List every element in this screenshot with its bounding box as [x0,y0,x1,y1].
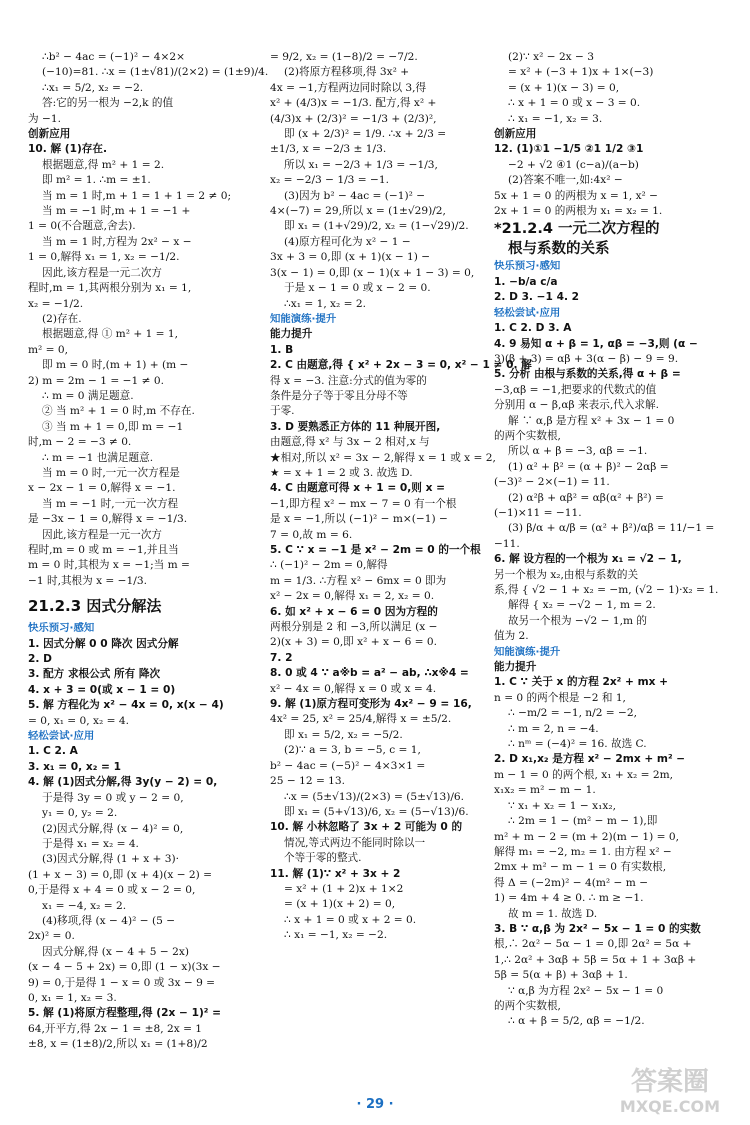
text-line: 所以 α + β = −3, αβ = −1. [508,445,648,458]
text-line: 根,∴ 2α² − 5α − 1 = 0,即 2α² = 5α + [494,938,692,951]
text-line: 3. 配方 求根公式 所有 降次 [28,668,161,681]
text-line: 当 m = 1 时,m + 1 = 1 + 1 = 2 ≠ 0; [42,189,232,202]
text-line: 解得 { x₂ = −√2 − 1, m = 2. [508,599,656,612]
text-line: 8. 0 或 4 ∵ a※b = a² − ab, ∴x※4 = [270,667,469,680]
text-line: m² = 0, [28,343,69,356]
text-line: 3. x₁ = 0, x₂ = 1 [28,760,121,773]
text-line: 3)(β + 3) = αβ + 3(α − β) − 9 = 9. [494,352,679,365]
text-line: ③ 当 m + 1 = 0,即 m = −1 [42,420,184,433]
text-line: 于零. [270,405,295,418]
text-line: 当 m = 1 时,方程为 2x² − x − [42,235,192,248]
text-line: x − 2x − 1 = 0,解得 x = −1. [28,482,176,495]
text-line: 知能演练·提升 [494,645,561,658]
text-line: 9. 解 (1)原方程可变形为 4x² − 9 = 16, [270,698,472,711]
text-line: x₂ = −2/3 − 1/3 = −1. [270,174,390,187]
text-line: −3,αβ = −1,把要求的代数式的值 [494,383,657,396]
text-line: ② 当 m² + 1 = 0 时,m 不存在. [42,405,195,418]
text-line: 5. 分析 由根与系数的关系,得 α + β = [494,368,681,381]
text-line: 4. 9 易知 α + β = 1, αβ = −3,则 (α − [494,337,698,350]
text-line: (4)移项,得 (x − 4)² − (5 − [42,914,176,927]
text-line: 为 −1. [28,112,61,125]
text-line: ∴ x₁ = −1, x₂ = 3. [508,112,603,125]
text-line: 分别用 α − β,αβ 来表示,代入求解. [494,399,659,412]
text-line: 两根分别是 2 和 −3,所以满足 (x − [270,621,438,634]
text-line: 另一个根为 x₂,由根与系数的关 [494,568,639,581]
text-line: 2) m = 2m − 1 = −1 ≠ 0. [28,374,164,387]
text-line: ★相对,所以 x² = 3x − 2,解得 x = 1 或 x = 2, [270,451,496,464]
text-line: 1. C 2. D 3. A [494,322,572,335]
text-line: ∴b² − 4ac = (−1)² − 4×2× [42,51,185,63]
text-line: 12. (1)①1 −1/5 ②1 1/2 ③1 [494,143,644,156]
text-line: = (x + 1)(x + 2) = 0, [284,898,396,911]
text-line: 因此,该方程是一元一次方 [42,528,162,541]
text-line: 个等于零的整式. [284,852,362,865]
text-line: n = 0 的两个根是 −2 和 1, [494,691,626,704]
text-line: 3. B ∵ α,β 为 2x² − 5x − 1 = 0 的实数 [494,922,701,935]
text-line: 2mx + m² − m − 1 = 0 有实数根, [494,861,667,874]
text-line: (−1)×11 = −11. [494,506,582,519]
text-line: ∴x₁ = 5/2, x₂ = −2. [42,81,144,94]
text-line: 1 = 0(不合题意,舍去). [28,220,136,233]
text-line: ∴x = (5±√13)/(2×3) = (5±√13)/6. [284,790,465,803]
text-line: 轻松尝试·应用 [28,730,95,743]
text-line: ∴x₁ = 1, x₂ = 2. [284,297,366,310]
text-line: 2x + 1 = 0 的两根为 x₁ = x₂ = 1. [494,205,663,218]
text-line: m = 0 时,其根为 x = −1;当 m = [28,559,190,572]
text-line: 即 x₁ = (5+√13)/6, x₂ = (5−√13)/6. [284,805,469,818]
text-line: 1. 因式分解 0 0 降次 因式分解 [28,637,179,650]
column-right [494,50,730,1030]
text-line: 程时,m = 0 或 m = −1,并且当 [28,544,179,556]
text-line: 1) = 4m + 4 ≥ 0. ∴ m ≥ −1. [494,892,644,905]
text-line: 于是 x − 1 = 0 或 x − 2 = 0. [284,282,431,295]
text-line: (2) α²β + αβ² = αβ(α² + β²) = [508,491,664,504]
text-line: 6. 如 x² + x − 6 = 0 因为方程的 [270,605,438,618]
text-line: 创新应用 [494,128,537,141]
text-line: 于是得 x₁ = x₂ = 4. [42,837,139,850]
text-line: 条件是分子等于零且分母不等 [270,389,408,402]
text-line: 的两个实数根, [494,999,561,1012]
text-line: 程时,m = 1,其两根分别为 x₁ = 1, [28,282,192,295]
text-line: 3(x − 1) = 0,即 (x − 1)(x + 1 − 3) = 0, [270,266,475,279]
text-line: ∵ α,β 为方程 2x² − 5x − 1 = 0 [508,984,664,997]
text-line: 即 (x + 2/3)² = 1/9. ∴x + 2/3 = [284,128,447,141]
text-line: x² + (4/3)x = −1/3. 配方,得 x² + [270,97,437,110]
text-line: (3)因为 b² − 4ac = (−1)² − [284,189,426,202]
text-line: 0, x₁ = 1, x₂ = 3. [28,991,117,1004]
text-line: 时,m − 2 = −3 ≠ 0. [28,436,132,449]
text-line: 10. 解 小林忽略了 3x + 2 可能为 0 的 [270,821,463,834]
text-line: 所以 x₁ = −2/3 + 1/3 = −1/3, [284,158,438,171]
text-line: 5x + 1 = 0 的两根为 x = 1, x² − [494,189,659,202]
text-line: m − 1 = 0 的两个根, x₁ + x₂ = 2m, [494,768,674,781]
text-line: (2)将原方程移项,得 3x² + [284,66,410,79]
text-line: 2. D 3. −1 4. 2 [494,291,580,304]
text-line: 快乐预习·感知 [28,622,95,635]
text-line: 故另一个根为 −√2 − 1,m 的 [508,614,648,627]
text-line: (1) α² + β² = (α + β)² − 2αβ = [508,460,669,473]
text-line: 能力提升 [270,328,313,341]
text-line: 答:它的另一根为 −2,k 的值 [42,97,174,110]
text-line: (2)存在. [42,312,82,325]
text-line: 当 m = −1 时,一元一次方程 [42,497,179,510]
text-line: 21.2.3 因式分解法 [28,597,162,616]
text-line: ∴ 2m = 1 − (m² − m − 1),即 [508,815,658,828]
text-line: 得 Δ = (−2m)² − 4(m² − m − [494,876,649,889]
text-line: 因此,该方程是一元二次方 [42,266,162,279]
text-line: (2)因式分解,得 (x − 4)² = 0, [42,822,184,835]
text-line: −2 + √2 ④1 (c−a)/(a−b) [508,158,639,171]
text-line: m² + m − 2 = (m + 2)(m − 1) = 0, [494,830,679,843]
text-line: −1 时,其根为 x = −1/3. [28,574,147,587]
text-line: 得 x = −3. 注意:分式的值为零的 [270,374,427,387]
text-line: (3)因式分解,得 (1 + x + 3)· [42,853,180,866]
text-line: 7. 2 [270,651,293,664]
text-line: 5. 解 方程化为 x² − 4x = 0, x(x − 4) [28,699,224,712]
text-line: ∴ (−1)² − 2m = 0,解得 [270,559,388,572]
text-line: 4. 解 (1)因式分解,得 3y(y − 2) = 0, [28,776,218,789]
text-line: (2)∵ a = 3, b = −5, c = 1, [284,744,421,757]
text-line: 情况,等式两边不能同时除以一 [284,836,426,849]
text-line: 知能演练·提升 [270,312,337,325]
text-line: 2. D x₁,x₂ 是方程 x² − 2mx + m² − [494,753,686,766]
text-line: ∴ −m/2 = −1, n/2 = −2, [508,707,638,720]
text-line: (2)∵ x² − 2x − 3 [508,51,595,63]
text-line: 解得 m₁ = −2, m₂ = 1. 由方程 x² − [494,845,672,858]
text-line: 4x = −1,方程两边同时除以 3,得 [270,81,427,94]
text-line: (4/3)x + (2/3)² = −1/3 + (2/3)², [270,112,437,125]
text-line: ∵ x₁ + x₂ = 1 − x₁x₂, [508,799,616,812]
text-line: (−3)² − 2×(−1) = 11. [494,476,610,489]
text-line: ∴ x + 1 = 0 或 x + 2 = 0. [284,913,417,926]
text-line: ∴ α + β = 5/2, αβ = −1/2. [508,1015,645,1028]
text-line: 即 m = 0 时,(m + 1) + (m − [42,359,189,372]
text-line: 是 −3x − 1 = 0,解得 x = −1/3. [28,513,188,526]
text-line: 故 m = 1. 故选 D. [508,907,598,920]
text-line: ∴ x + 1 = 0 或 x − 3 = 0. [508,97,641,110]
text-line: 能力提升 [494,661,537,674]
text-line: 快乐预习·感知 [494,260,561,273]
text-line: (4)原方程可化为 x² − 1 − [284,235,411,248]
text-line: 10. 解 (1)存在. [28,143,108,156]
svg-text:MXQE.COM: MXQE.COM [619,1097,721,1116]
text-line: 根与系数的关系 [508,241,610,258]
text-line: x₁ = −4, x₂ = 2. [42,899,127,912]
text-line: 2x)² = 0. [28,930,75,943]
text-line: ∴ m = 2, n = −4. [508,722,599,735]
text-line: 25 − 12 = 13. [270,775,346,788]
text-line: 5. 解 (1)将原方程整理,得 (2x − 1)² = [28,1007,222,1020]
text-line: x² − 2x = 0,解得 x₁ = 2, x₂ = 0. [270,590,435,603]
text-line: y₁ = 0, y₂ = 2. [42,807,118,820]
text-line: x² − 4x = 0,解得 x = 0 或 x = 4. [270,682,437,695]
text-line: 即 m² = 1. ∴m = ±1. [42,174,151,187]
text-line: 9) = 0,于是得 1 − x = 0 或 3x − 9 = [28,976,216,989]
svg-text:答案圈: 答案圈 [630,1067,710,1097]
text-line: = 9/2, x₂ = (1−8)/2 = −7/2. [270,51,418,63]
text-line: 于是得 3y = 0 或 y − 2 = 0, [42,791,184,804]
text-line: ∴ m = 0 满足题意. [42,389,134,402]
text-line: 解 ∵ α,β 是方程 x² + 3x − 1 = 0 [508,414,675,427]
text-line: 2. D [28,653,52,666]
page-number: · 29 · [356,1097,394,1112]
text-line: 64,开平方,得 2x − 1 = ±8, 2x = 1 [28,1022,203,1035]
text-line: 4×(−7) = 29,所以 x = (1±√29)/2, [270,205,446,218]
text-line: x₁x₂ = m² − m − 1. [494,784,596,797]
text-line: 1,∴ 2α² + 3αβ + 5β = 5α + 1 + 3αβ + [494,953,697,966]
text-line: 根据题意,得 ① m² + 1 = 1, [42,328,179,341]
text-line: 即 x₁ = (1+√29)/2, x₂ = (1−√29)/2. [284,220,469,233]
text-line: (x − 4 − 5 + 2x) = 0,即 (1 − x)(3x − [28,961,221,974]
text-line: 的两个实数根, [494,429,561,442]
text-line: 轻松尝试·应用 [494,306,561,319]
text-line: 3. D 要熟悉正方体的 11 种展开图, [270,420,441,433]
text-line: 即 x₁ = 5/2, x₂ = −5/2. [284,728,403,741]
text-line: *21.2.4 一元二次方程的 [494,221,660,238]
text-line: 1. C ∵ 关于 x 的方程 2x² + mx + [494,676,669,689]
text-line: 因式分解,得 (x − 4 + 5 − 2x) [42,945,189,958]
text-line: ∴ x₁ = −1, x₂ = −2. [284,929,388,942]
text-line: m = 1/3. ∴方程 x² − 6mx = 0 即为 [270,574,447,587]
text-line: 5β = 5(α + β) + 3αβ + 1. [494,969,628,982]
text-line: 根据题意,得 m² + 1 = 2. [42,158,165,171]
text-line: 3x + 3 = 0,即 (x + 1)(x − 1) − [270,251,431,264]
text-line: −11. [494,537,520,550]
text-line: (3) β/α + α/β = (α² + β²)/αβ = 11/−1 = [508,522,715,535]
text-line: 1. B [270,343,294,356]
text-line: = 0, x₁ = 0, x₂ = 4. [28,714,129,727]
text-line: 4. x + 3 = 0(或 x − 1 = 0) [28,683,176,696]
text-line: ∴ nᵐ = (−4)² = 16. 故选 C. [508,738,647,751]
text-line: 7 = 0,故 m = 6. [270,528,353,541]
text-line: 1. −b/a c/a [494,275,558,288]
text-line: 当 m = 0 时,一元一次方程是 [42,466,180,479]
text-line: 2)(x + 3) = 0,即 x² + x − 6 = 0. [270,636,438,649]
text-line: 6. 解 设方程的一个根为 x₁ = √2 − 1, [494,553,682,566]
text-line: 1 = 0,解得 x₁ = 1, x₂ = −1/2. [28,251,180,264]
text-line: 由题意,得 x² 与 3x − 2 相对,x 与 [270,436,430,449]
text-line: 当 m = −1 时,m + 1 = −1 + [42,205,191,218]
text-line: 是 x = −1,所以 (−1)² − m×(−1) − [270,513,448,526]
text-line: (−10)=81. ∴x = (1±√81)/(2×2) = (1±9)/4. [42,66,269,79]
text-line: (2)答案不唯一,如:4x² − [508,174,623,187]
text-line: −1,即方程 x² − mx − 7 = 0 有一个根 [270,497,457,510]
text-line: (1 + x − 3) = 0,即 (x + 4)(x − 2) = [28,868,213,881]
text-line: 创新应用 [28,128,71,141]
text-line: ∴ m = −1 也满足题意. [42,451,154,464]
text-line: 系,得 { √2 − 1 + x₂ = −m, (√2 − 1)·x₂ = 1. [494,584,719,596]
column-left [28,50,269,1053]
text-line: 值为 2. [494,630,529,643]
text-line: 4. C 由题意可得 x + 1 = 0,则 x = [270,482,445,495]
text-line: 2. C 由题意,得 { x² + 2x − 3 = 0, x² − 1 ≠ 0. 解 [270,359,532,372]
text-line: 5. C ∵ x = −1 是 x² − 2m = 0 的一个根 [270,544,481,556]
text-line: = x² + (−3 + 1)x + 1×(−3) [508,66,654,79]
text-line: 4x² = 25, x² = 25/4,解得 x = ±5/2. [270,713,452,726]
text-line: ±8, x = (1±8)/2,所以 x₁ = (1+8)/2 [28,1038,208,1051]
text-line: ★ = x + 1 = 2 或 3. 故选 D. [270,466,413,479]
text-line: 11. 解 (1)∵ x² + 3x + 2 [270,867,401,880]
text-line: = (x + 1)(x − 3) = 0, [508,81,620,94]
text-line: x₂ = −1/2. [28,297,84,310]
text-line: 1. C 2. A [28,745,78,758]
watermark-logo [600,1060,740,1118]
text-line: 0,于是得 x + 4 = 0 或 x − 2 = 0, [28,884,196,897]
text-line: = x² + (1 + 2)x + 1×2 [284,882,404,895]
text-line: b² − 4ac = (−5)² − 4×3×1 = [270,759,426,772]
text-line: ±1/3, x = −2/3 ± 1/3. [270,143,387,156]
